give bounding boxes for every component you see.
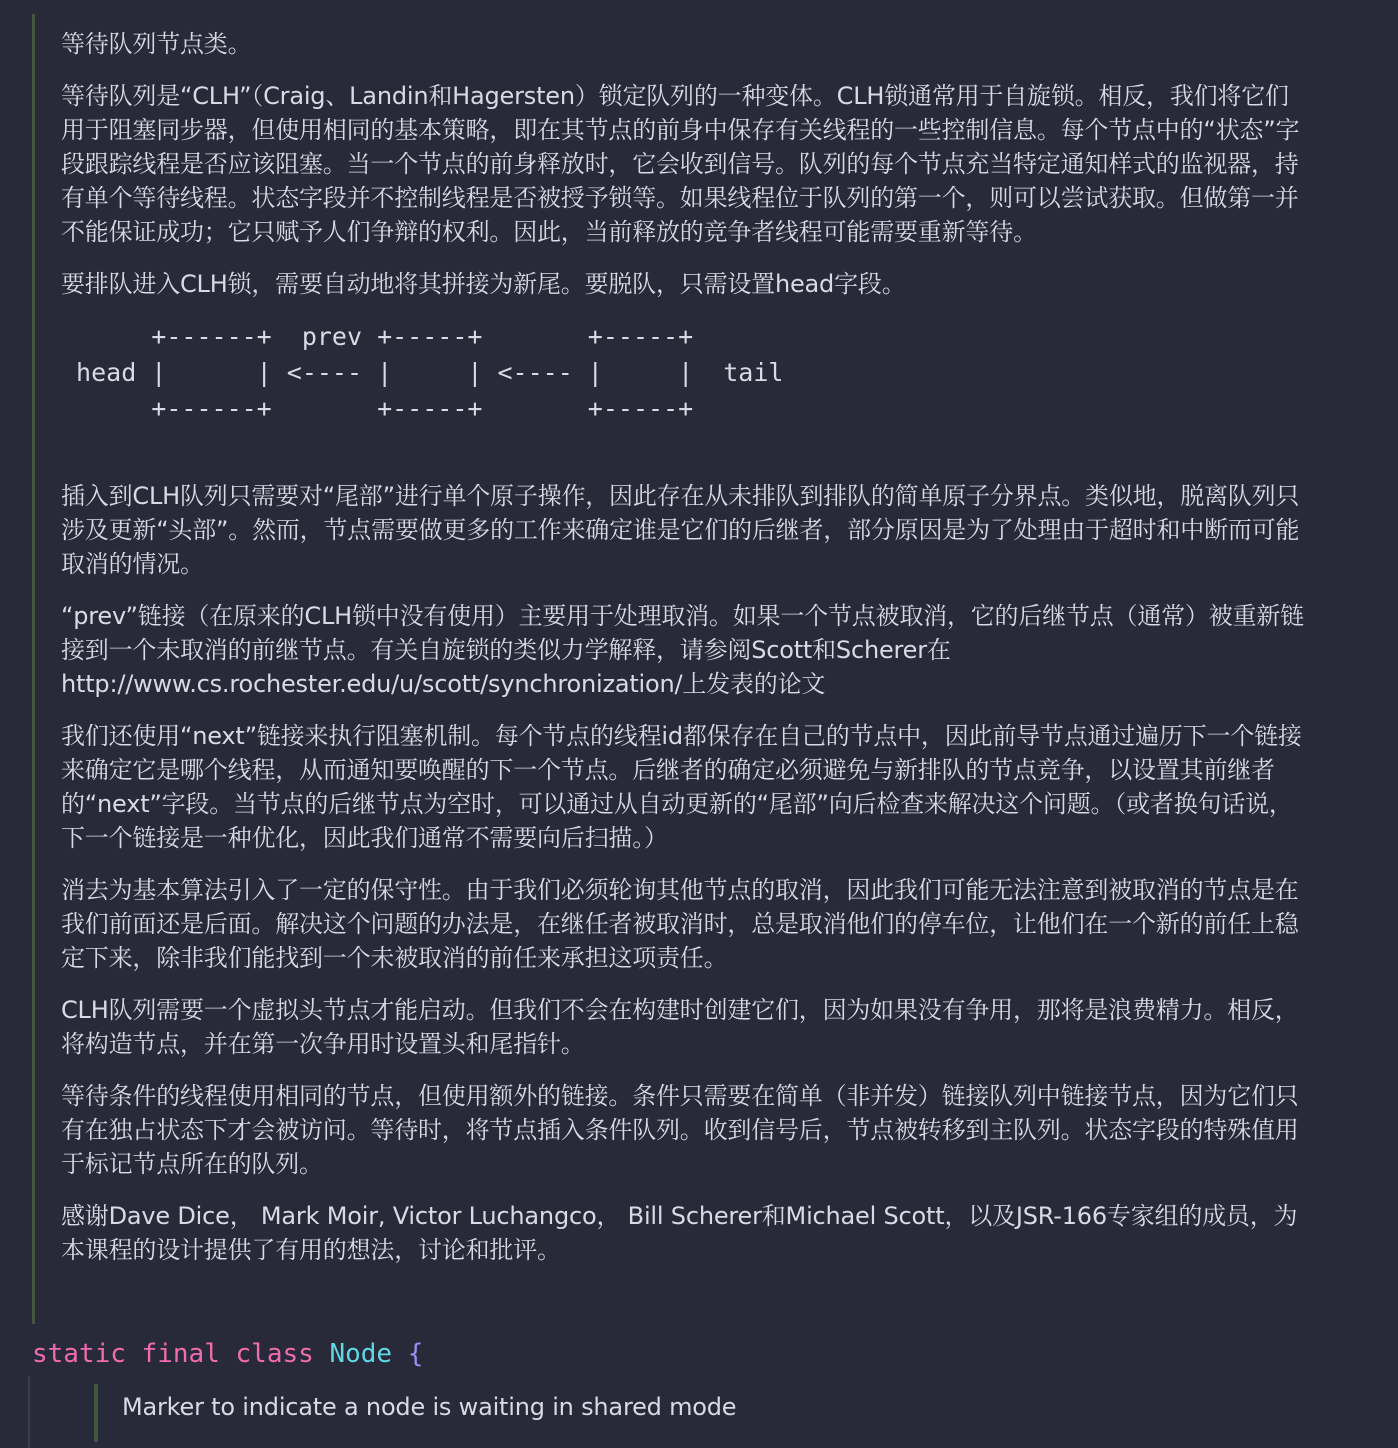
doc-paragraph-prev-link: “prev”链接（在原来的CLH锁中没有使用）主要用于处理取消。如果一个节点被取消，它的后继节点（通常）被重新链接到一个未取消的前继节点。有关自旋锁的类似力学解释，请参阅Scott和Scherer在http://www.cs.rochester.edu/u/scott/synchronization/上发表的论文 [61,602,1304,698]
doc-summary: 等待队列节点类。 [61,30,252,58]
doc-paragraph-next-link: 我们还使用“next”链接来执行阻塞机制。每个节点的线程id都保存在自己的节点中，因此前导节点通过遍历下一个链接来确定它是哪个线程，从而通知要唤醒的下一个节点。后继者的确定必须避免与新排队的节点竞争，以设置其前继者的“next”字段。当节点的后继节点为空时，可以通过从自动更新的“尾部”向后检查来解决这个问题。（或者换句话说，下一个链接是一种优化，因此我们通常不需要向后扫描。） [61,722,1302,852]
clh-queue-diagram: +------+ prev +-----+ +-----+ head | | <---- | | <---- | | tail +------+ +-----+ +-----+ [76,322,784,423]
doc-paragraph-dummy-head: CLH队列需要一个虚拟头节点才能启动。但我们不会在构建时创建它们，因为如果没有争用，那将是浪费精力。相反，将构造节点，并在第一次争用时设置头和尾指针。 [61,996,1299,1058]
doc-paragraph-enqueue: 要排队进入CLH锁，需要自动地将其拼接为新尾。要脱队，只需设置head字段。 [61,270,906,298]
doc-paragraph-cancellation: 消去为基本算法引入了一定的保守性。由于我们必须轮询其他节点的取消，因此我们可能无法注意到被取消的节点是在我们前面还是后面。解决这个问题的办法是，在继任者被取消时，总是取消他们的停车位，让他们在一个新的前任上稳定下来，除非我们能找到一个未被取消的前任来承担这项责任。 [61,876,1299,972]
doc-paragraph-thanks: 感谢Dave Dice， Mark Moir, Victor Luchangco， Bill Scherer和Michael Scott，以及JSR-166专家组的成员，为本课程的设计提供了有用的想法，讨论和批评。 [61,1202,1298,1264]
class-declaration-line [32,1336,423,1372]
keyword-static: static [32,1339,126,1369]
class-name[interactable]: Node [329,1339,393,1369]
doc-paragraph-conditions: 等待条件的线程使用相同的节点，但使用额外的链接。条件只需要在简单（非并发）链接队列中链接节点，因为它们只有在独占状态下才会被访问。等待时，将节点插入条件队列。收到信号后，节点被转移到主队列。状态字段的特殊值用于标记节点所在的队列。 [61,1082,1299,1178]
doc-comment-content [35,27,1312,1267]
doc-paragraph-clh-intro: 等待队列是“CLH”（Craig、Landin和Hagersten）锁定队列的一种变体。CLH锁通常用于自旋锁。相反，我们将它们用于阻塞同步器，但使用相同的基本策略，即在其节点的前身中保存有关线程的一些控制信息。每个节点中的“状态”字段跟踪线程是否应该阻塞。当一个节点的前身释放时，它会收到信号。队列的每个节点充当特定通知样式的监视器，持有单个等待线程。状态字段并不控制线程是否被授予锁等。如果线程位于队列的第一个，则可以尝试获取。但做第一并不能保证成功；它只赋予人们争辩的权利。因此，当前释放的竞争者线程可能需要重新等待。 [61,82,1300,246]
open-brace: { [407,1339,424,1369]
keyword-final: final [141,1339,220,1369]
keyword-class: class [235,1339,314,1369]
doc-paragraph-insertion: 插入到CLH队列只需要对“尾部”进行单个原子操作，因此存在从未排队到排队的简单原子分界点。类似地，脱离队列只涉及更新“头部”。然而，节点需要做更多的工作来确定谁是它们的后继者，部分原因是为了处理由于超时和中断而可能取消的情况。 [61,482,1300,578]
doc-comment-block [32,14,1312,1324]
indent-guide [28,1376,30,1448]
field-doc-text: Marker to indicate a node is waiting in shared mode [122,1393,737,1421]
field-doc-comment [94,1384,736,1442]
